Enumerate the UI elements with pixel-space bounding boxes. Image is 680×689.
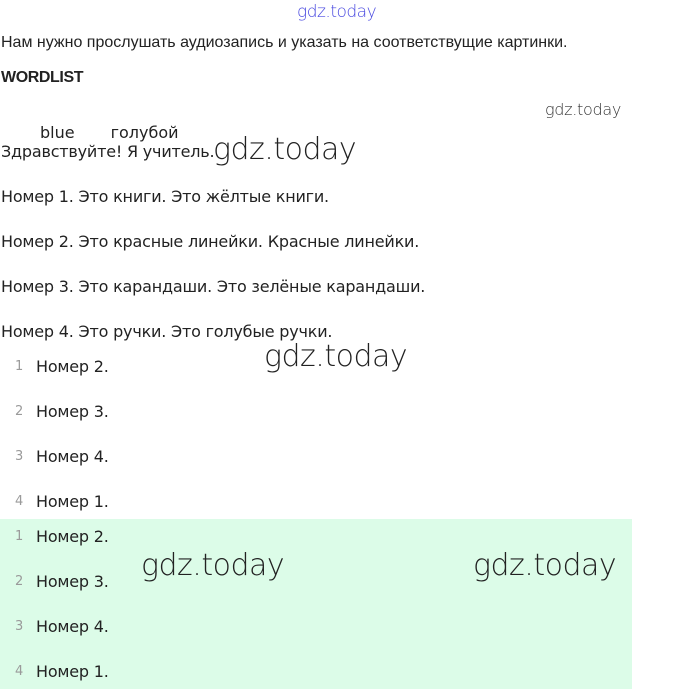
transcript-line: Здравствуйте! Я учитель. [1,142,215,161]
list-item-text: Номер 1. [36,662,109,681]
list-item-number: 1 [15,359,24,374]
list-item-number: 2 [15,574,24,589]
watermark-top: gdz.today [297,2,377,22]
watermark-small: gdz.today [545,100,622,119]
list-item-number: 3 [15,619,24,634]
list-item-text: Номер 4. [36,447,109,466]
list-item-number: 3 [15,449,24,464]
wordlist-heading: WORDLIST [1,69,84,86]
list-item-number: 4 [15,664,24,679]
transcript-line: Номер 3. Это карандаши. Это зелёные карандаши. [1,277,426,296]
list-item-number: 2 [15,404,24,419]
wordlist-entry-clipped [0,120,680,142]
transcript-line: Номер 2. Это красные линейки. Красные линейки. [1,232,420,251]
list-item-text: Номер 3. [36,402,109,421]
transcript-line: Номер 4. Это ручки. Это голубые ручки. [1,322,333,341]
list-item-text: Номер 2. [36,527,109,546]
list-item-text: Номер 2. [36,357,109,376]
wordlist-word: blue [40,123,75,142]
watermark-big: gdz.today [141,548,285,583]
watermark-big: gdz.today [264,339,408,374]
transcript-line: Номер 1. Это книги. Это жёлтые книги. [1,187,329,206]
list-item-text: Номер 1. [36,492,109,511]
task-description: Нам нужно прослушать аудиозапись и указать на соответствущие картинки. [1,34,568,51]
wordlist-translation: голубой [110,123,179,142]
list-item-number: 4 [15,494,24,509]
list-item-text: Номер 3. [36,572,109,591]
watermark-big: gdz.today [473,548,617,583]
list-item-text: Номер 4. [36,617,109,636]
list-item-number: 1 [15,529,24,544]
watermark-big: gdz.today [213,132,357,167]
